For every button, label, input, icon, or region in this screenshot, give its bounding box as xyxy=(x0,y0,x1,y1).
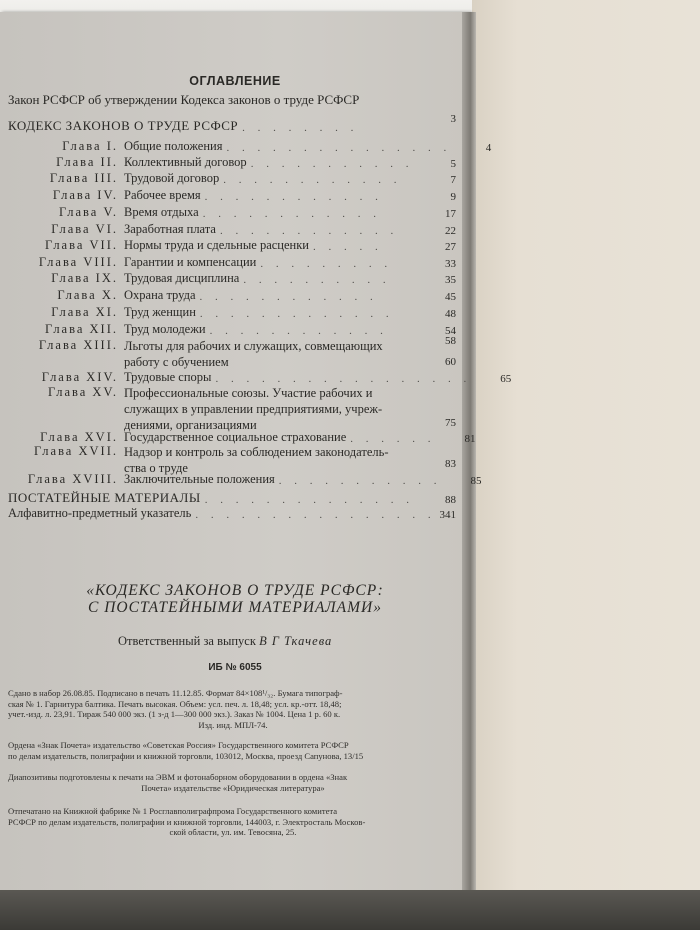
toc-materials-title: ПОСТАТЕЙНЫЕ МАТЕРИАЛЫ xyxy=(8,490,201,505)
printer-line: ской области, ул. им. Тевосяна, 25. xyxy=(169,827,297,838)
toc-chapter-label: Глава I. xyxy=(62,139,118,153)
toc-chapter-title: Рабочее время xyxy=(124,188,201,202)
toc-row xyxy=(8,153,456,170)
toc-chapter-title: Общие положения xyxy=(124,139,223,153)
toc-page-number: 9 xyxy=(450,191,456,203)
editor-line xyxy=(118,634,332,649)
toc-chapter-label: Глава VIII. xyxy=(38,255,118,269)
toc-chapter-title: Труд женщин xyxy=(124,305,196,319)
toc-chapter-label: Глава V. xyxy=(58,205,118,219)
book-title-line: «КОДЕКС ЗАКОНОВ О ТРУДЕ РСФСР: xyxy=(86,582,384,599)
print-details xyxy=(8,688,458,730)
toc-page-number: 85 xyxy=(470,475,482,487)
toc-index-title: Алфавитно-предметный указатель xyxy=(8,506,192,520)
toc-chapter-title: Трудовая дисциплина xyxy=(124,271,240,285)
printer-line: РСФСР по делам издательств, полиграфии и книжной торговли, 144003, г. Электросталь Москов- xyxy=(8,816,366,827)
toc-page-number: 54 xyxy=(445,325,456,337)
toc-law-page: 3 xyxy=(450,113,456,125)
toc-dots: . . . . . . . . . . . xyxy=(250,158,414,170)
toc-dots: . . . . . . . . . xyxy=(260,258,393,270)
printer-info xyxy=(8,806,458,838)
toc-dots: . . . . . . . . . . . . xyxy=(223,174,402,186)
table-shadow xyxy=(0,890,700,930)
toc-dots: . . . . . . xyxy=(350,433,436,445)
slides-line: Почета» издательстве «Юридическая литература» xyxy=(141,782,325,793)
toc-row xyxy=(8,169,456,186)
toc-chapter-label: Глава XVI. xyxy=(40,430,118,444)
editor-label: Ответственный за выпуск xyxy=(118,634,256,648)
toc-row xyxy=(8,203,456,220)
toc-chapter-title-cont: работу с обучением xyxy=(124,355,229,369)
toc-chapter-label: Глава XI. xyxy=(51,305,118,319)
print-line: учет.-изд. л. 23,91. Тираж 540 000 экз. (1 з-д 1—300 000 экз.). Заказ № 1004. Цена 1 р. 60 к. xyxy=(8,709,341,720)
toc-chapter-label: Глава XVIII. xyxy=(27,472,118,486)
toc-page-number: 58 xyxy=(445,335,456,347)
toc-dots: . . . . . . . . . . . . . xyxy=(199,308,394,320)
toc-page-number: 83 xyxy=(445,458,456,470)
publisher-line: Ордена «Знак Почета» издательство «Советская Россия» Государственного комитета РСФСР xyxy=(8,740,349,750)
toc-index-row xyxy=(8,506,456,521)
book-title xyxy=(0,582,470,616)
toc-row-ch18 xyxy=(8,470,482,487)
toc-code-row xyxy=(8,118,456,134)
toc-chapter-title: Гарантии и компенсации xyxy=(124,255,257,269)
book-title-line: С ПОСТАТЕЙНЫМИ МАТЕРИАЛАМИ» xyxy=(88,599,382,616)
toc-row xyxy=(8,236,456,253)
toc-chapter-title: Надзор и контроль за соблюдением законодатель- xyxy=(124,445,389,459)
toc-row xyxy=(8,186,456,203)
toc-row xyxy=(8,286,456,303)
toc-page-number: 65 xyxy=(500,373,512,385)
toc-dots: . . . . . . . . . . . . . . . . . xyxy=(215,373,472,385)
toc-chapter-label: Глава XIV. xyxy=(41,370,118,384)
toc-chapter-title: Заключительные положения xyxy=(124,472,275,486)
toc-page-number: 48 xyxy=(445,308,456,320)
toc-page-number: 35 xyxy=(445,274,456,286)
toc-chapter-title-cont: дениями, организациями xyxy=(124,418,257,432)
toc-code-title: КОДЕКС ЗАКОНОВ О ТРУДЕ РСФСР xyxy=(8,118,239,133)
toc-chapter-label: Глава XVII. xyxy=(34,444,118,458)
toc-materials-row xyxy=(8,490,456,506)
toc-page-number: 7 xyxy=(450,174,456,186)
toc-page-number: 22 xyxy=(445,225,456,237)
print-line: ская № 1. Гарнитура балтика. Печать высокая. Объем: усл. печ. л. 18,48; усл. кр.-отт. 18,48; xyxy=(8,698,342,709)
toc-chapter-title: Время отдыха xyxy=(124,205,199,219)
toc-dots: . . . . . . . . . . . . . . . xyxy=(226,142,452,154)
toc-chapter-title: Трудовые споры xyxy=(124,370,212,384)
print-line: Сдано в набор 26.08.85. Подписано в печать 11.12.85. Формат 84×108¹/₃₂. Бумага типограф- xyxy=(8,688,343,698)
toc-law-line: Закон РСФСР об утверждении Кодекса законов о труде РСФСР xyxy=(8,92,360,107)
toc-row-ch16 xyxy=(8,428,476,445)
toc-page-number: 60 xyxy=(445,356,456,368)
toc-chapter-label: Глава XV. xyxy=(47,385,118,399)
toc-chapter-label: Глава XII. xyxy=(45,322,118,336)
slides-info xyxy=(8,772,458,793)
toc-dots: . . . . . . . . . . . . . . . . xyxy=(195,509,436,521)
toc-row xyxy=(8,269,456,286)
toc-page-number: 341 xyxy=(439,509,456,521)
toc-row xyxy=(8,137,492,154)
ib-number: ИБ № 6055 xyxy=(208,662,262,673)
toc-chapter-title: Трудовой договор xyxy=(124,171,220,185)
toc-page-number: 45 xyxy=(445,291,456,303)
toc-dots: . . . . . . . . . . . . xyxy=(209,325,388,337)
toc-dots: . . . . . . . . . . . xyxy=(278,475,442,487)
toc-chapter-label: Глава VII. xyxy=(45,238,118,252)
publisher-info xyxy=(8,740,458,761)
toc-heading: ОГЛАВЛЕНИЕ xyxy=(189,74,281,88)
toc-dots: . . . . . . . . . . . . xyxy=(204,191,383,203)
publisher-line: по делам издательств, полиграфии и книжной торговли, 103012, Москва, проезд Сапунова, 13/15 xyxy=(8,750,364,761)
toc-chapter-label: Глава IX. xyxy=(51,271,118,285)
toc-row-ch14 xyxy=(8,368,512,385)
toc-row xyxy=(8,253,456,270)
toc-dots: . . . . . . . . . . . . . . xyxy=(204,494,414,506)
toc-page-number: 17 xyxy=(445,208,456,220)
right-blank-page xyxy=(472,0,700,904)
toc-row xyxy=(8,220,456,237)
toc-chapter-title: Профессиональные союзы. Участие рабочих и xyxy=(124,386,373,400)
toc-chapter-title: Заработная плата xyxy=(124,222,216,236)
toc-chapter-title-cont: служащих в управлении предприятиями, учреж- xyxy=(124,402,383,416)
toc-chapter-label: Глава IV. xyxy=(52,188,118,202)
printer-line: Отпечатано на Книжной фабрике № 1 Росглавполиграфпрома Государственного комитета xyxy=(8,806,338,816)
toc-chapter-title-cont: ства о труде xyxy=(124,461,188,475)
toc-chapter-label: Глава X. xyxy=(57,288,118,302)
toc-chapter-title: Государственное социальное страхование xyxy=(124,430,347,444)
toc-chapter-label: Глава XIII. xyxy=(38,338,118,352)
toc-chapter-title: Коллективный договор xyxy=(124,155,247,169)
toc-chapter-label: Глава II. xyxy=(56,155,118,169)
toc-chapter-label: Глава VI. xyxy=(51,222,118,236)
toc-chapter-title: Льготы для рабочих и служащих, совмещающих xyxy=(124,339,383,353)
toc-page-number: 27 xyxy=(445,241,456,253)
toc-dots: . . . . . . . . . . . . xyxy=(202,208,381,220)
toc-dots: . . . . . . . . xyxy=(242,122,359,134)
editor-name: В Г Ткачева xyxy=(259,634,333,648)
slides-line: Диапозитивы подготовлены к печати на ЭВМ и фотонаборном оборудовании в ордена «Знак xyxy=(8,772,348,782)
print-line: Изд. инд. МПЛ-74. xyxy=(198,719,268,730)
toc-chapter-title: Труд молодежи xyxy=(124,322,206,336)
toc-page-number: 75 xyxy=(445,417,456,429)
toc-page-number: 5 xyxy=(450,158,456,170)
toc-chapter-title: Охрана труда xyxy=(124,288,196,302)
toc-page-number: 81 xyxy=(464,433,476,445)
toc-chapter-title: Нормы труда и сдельные расценки xyxy=(124,238,309,252)
toc-page-number: 88 xyxy=(445,494,456,506)
toc-dots: . . . . . . . . . . . . xyxy=(199,291,378,303)
toc-dots: . . . . . . . . . . . . xyxy=(219,225,399,237)
toc-dots: . . . . . . . . . . xyxy=(243,274,391,286)
toc-page-number: 33 xyxy=(445,258,456,270)
toc-chapter-label: Глава III. xyxy=(49,171,118,185)
toc-row xyxy=(8,303,456,320)
toc-page-number: 4 xyxy=(485,142,492,154)
toc-dots: . . . . . xyxy=(312,241,383,253)
